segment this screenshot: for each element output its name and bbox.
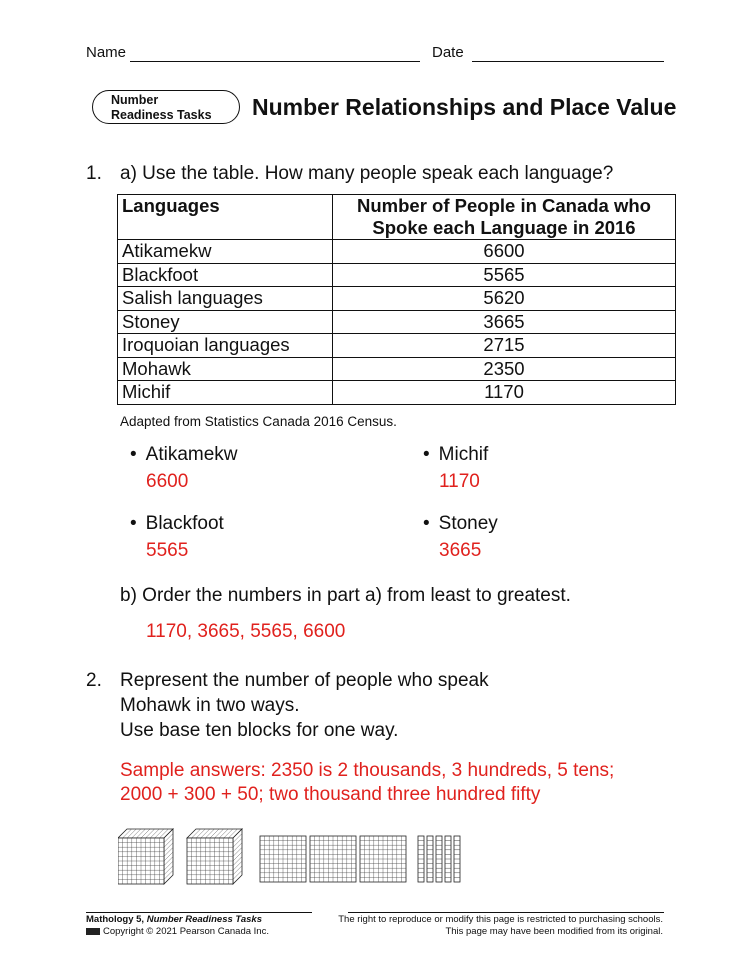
cell-language: Atikamekw xyxy=(118,240,333,264)
q1-part-a: a) Use the table. How many people speak each language? xyxy=(120,163,614,184)
thousands-cube xyxy=(187,829,242,884)
cell-language: Salish languages xyxy=(118,287,333,311)
badge-line-1: Number xyxy=(111,93,159,107)
base-ten-blocks xyxy=(118,826,498,886)
cell-count: 2715 xyxy=(333,334,676,358)
date-field[interactable] xyxy=(472,61,664,62)
cell-language: Stoney xyxy=(118,310,333,334)
tens-rod xyxy=(454,836,460,882)
tens-rod xyxy=(445,836,451,882)
table-header-row xyxy=(118,195,676,240)
footer-right-line-1: The right to reproduce or modify this page is restricted to purchasing schools. xyxy=(338,914,663,925)
footer-left-line-2 xyxy=(86,926,269,937)
table-row xyxy=(118,287,676,311)
date-label: Date xyxy=(432,44,464,61)
table-source: Adapted from Statistics Canada 2016 Census. xyxy=(120,414,397,429)
answer-value: 6600 xyxy=(146,471,189,492)
cell-language: Blackfoot xyxy=(118,263,333,287)
cell-count: 5620 xyxy=(333,287,676,311)
table-row xyxy=(118,240,676,264)
cell-language: Mohawk xyxy=(118,357,333,381)
badge-line-2: Readiness Tasks xyxy=(111,108,212,122)
q2-line-1: Represent the number of people who speak xyxy=(120,670,489,691)
cell-language: Iroquoian languages xyxy=(118,334,333,358)
footer-book: Number Readiness Tasks xyxy=(146,914,262,925)
table-row xyxy=(118,334,676,358)
footer-right-line-2: This page may have been modified from its original. xyxy=(445,926,663,937)
cell-count: 1170 xyxy=(333,381,676,405)
cell-count: 5565 xyxy=(333,263,676,287)
language-table xyxy=(117,194,676,405)
footer-series: Mathology 5, xyxy=(86,914,147,925)
footer-copyright: Copyright © 2021 Pearson Canada Inc. xyxy=(103,926,269,937)
answer-label: • Atikamekw xyxy=(130,444,238,466)
cell-count: 2350 xyxy=(333,357,676,381)
name-label: Name xyxy=(86,44,127,61)
q2-line-2: Mohawk in two ways. xyxy=(120,695,300,716)
answer-value: 3665 xyxy=(439,540,482,561)
footer-left-line-1 xyxy=(86,914,262,925)
cell-language: Michif xyxy=(118,381,333,405)
table-row xyxy=(118,381,676,405)
answer-label: • Stoney xyxy=(423,513,498,535)
tens-rod xyxy=(427,836,433,882)
table-row xyxy=(118,310,676,334)
hundreds-flat xyxy=(360,836,406,882)
q1-number: 1. xyxy=(86,163,102,184)
table-row xyxy=(118,357,676,381)
answer-value: 1170 xyxy=(439,471,480,492)
q1-part-b: b) Order the numbers in part a) from least to greatest. xyxy=(120,585,571,606)
cell-count: 6600 xyxy=(333,240,676,264)
answer-label: • Michif xyxy=(423,444,488,466)
thousands-cube xyxy=(118,829,173,884)
name-field[interactable] xyxy=(130,61,420,62)
answer-value: 5565 xyxy=(146,540,189,561)
footer-divider-right xyxy=(348,912,664,913)
col-header-count: Number of People in Canada who Spoke each Language in 2016 xyxy=(333,195,676,240)
footer-divider-left xyxy=(86,912,312,913)
tens-rod xyxy=(418,836,424,882)
q2-answer-line-1: Sample answers: 2350 is 2 thousands, 3 hundreds, 5 tens; xyxy=(120,760,615,781)
q1-part-b-answer: 1170, 3665, 5565, 6600 xyxy=(146,621,346,642)
hundreds-flat xyxy=(260,836,306,882)
pearson-logo-icon xyxy=(86,928,100,935)
hundreds-flat xyxy=(310,836,356,882)
q2-line-3: Use base ten blocks for one way. xyxy=(120,720,399,741)
col-header-languages: Languages xyxy=(118,195,333,240)
tens-rod xyxy=(436,836,442,882)
page-title: Number Relationships and Place Value xyxy=(252,94,677,120)
answer-label: • Blackfoot xyxy=(130,513,224,535)
q2-answer-line-2: 2000 + 300 + 50; two thousand three hundred fifty xyxy=(120,784,541,805)
section-badge xyxy=(92,90,240,124)
cell-count: 3665 xyxy=(333,310,676,334)
table-row xyxy=(118,263,676,287)
q2-number: 2. xyxy=(86,670,102,691)
